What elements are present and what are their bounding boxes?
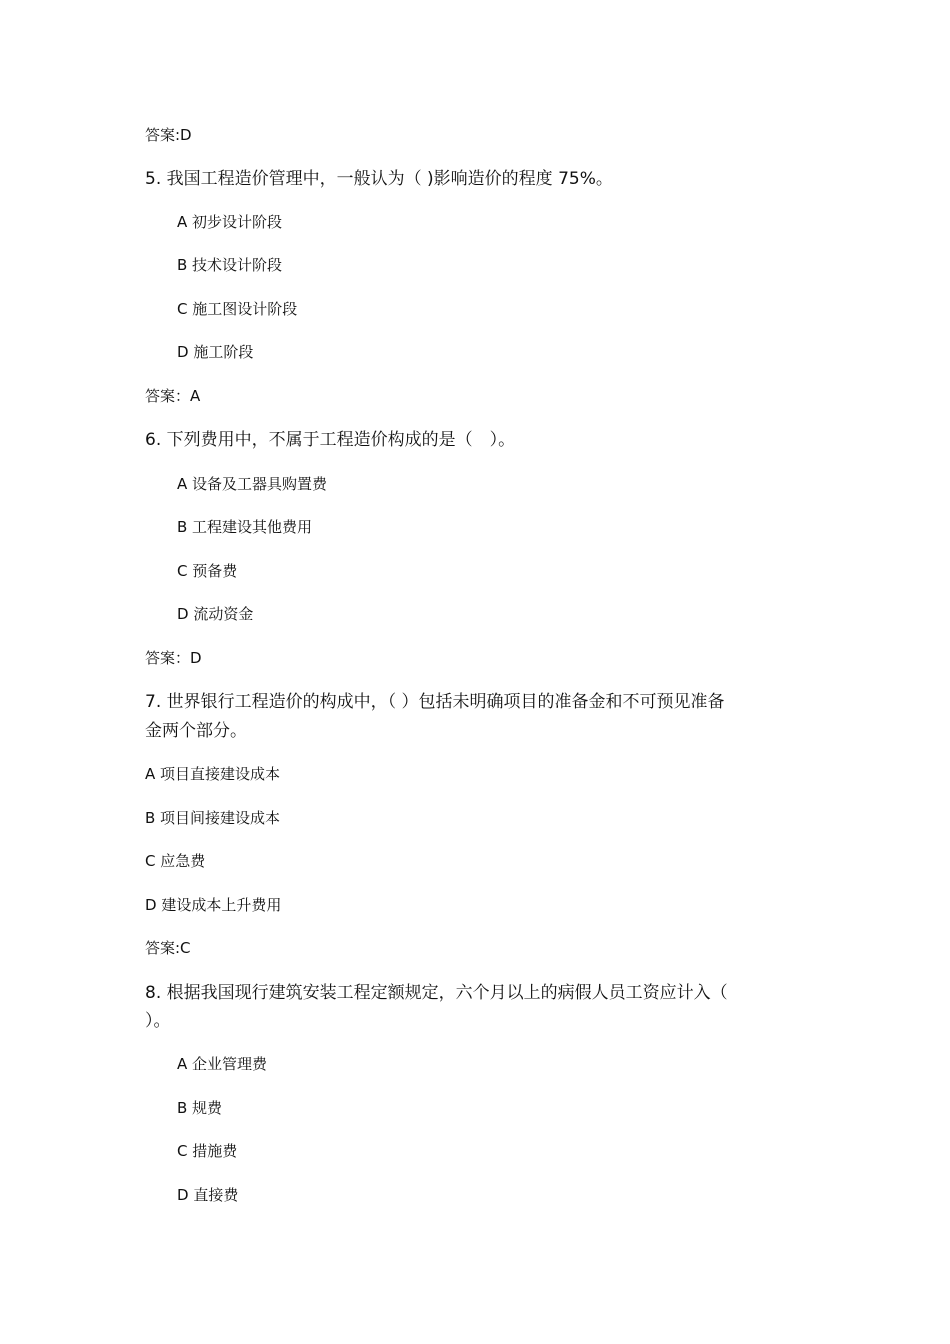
option-q8-d: D 直接费 bbox=[177, 1186, 239, 1204]
question-8-line-1: 8. 根据我国现行建筑安装工程定额规定，六个月以上的病假人员工资应计入（ bbox=[145, 983, 728, 1003]
option-q8-c: C 措施费 bbox=[177, 1142, 238, 1160]
option-q7-d: D 建设成本上升费用 bbox=[145, 896, 282, 914]
option-q7-a: A 项目直接建设成本 bbox=[145, 765, 281, 783]
answer-q4: 答案:D bbox=[145, 126, 192, 144]
option-q5-c: C 施工图设计阶段 bbox=[177, 300, 298, 318]
question-5: 5. 我国工程造价管理中，一般认为（ )影响造价的程度 75%。 bbox=[145, 169, 613, 189]
option-q6-c: C 预备费 bbox=[177, 562, 238, 580]
question-6: 6. 下列费用中，不属于工程造价构成的是（ ）。 bbox=[145, 430, 516, 450]
question-7-line-2: 金两个部分。 bbox=[145, 721, 247, 741]
option-q5-b: B 技术设计阶段 bbox=[177, 256, 283, 274]
option-q7-c: C 应急费 bbox=[145, 852, 206, 870]
answer-q7: 答案:C bbox=[145, 939, 191, 957]
answer-q5: 答案：A bbox=[145, 387, 201, 405]
option-q6-b: B 工程建设其他费用 bbox=[177, 518, 313, 536]
option-q5-d: D 施工阶段 bbox=[177, 343, 254, 361]
option-q8-a: A 企业管理费 bbox=[177, 1055, 268, 1073]
option-q5-a: A 初步设计阶段 bbox=[177, 213, 283, 231]
question-8-line-2: ）。 bbox=[145, 1011, 171, 1031]
question-7-line-1: 7. 世界银行工程造价的构成中，（ ）包括未明确项目的准备金和不可预见准备 bbox=[145, 692, 725, 712]
answer-q6: 答案：D bbox=[145, 649, 202, 667]
option-q8-b: B 规费 bbox=[177, 1099, 223, 1117]
option-q7-b: B 项目间接建设成本 bbox=[145, 809, 281, 827]
option-q6-d: D 流动资金 bbox=[177, 605, 254, 623]
option-q6-a: A 设备及工器具购置费 bbox=[177, 475, 328, 493]
